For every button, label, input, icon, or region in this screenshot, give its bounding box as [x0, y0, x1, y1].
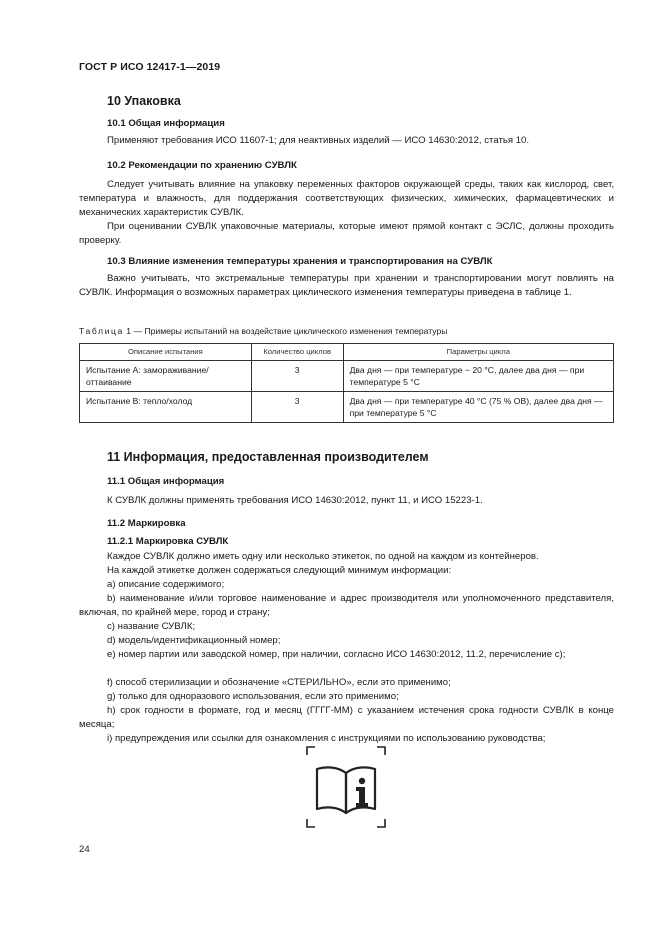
- list-item: d) модель/идентификационный номер;: [107, 635, 281, 646]
- list-item: e) номер партии или заводской номер, при наличии, согласно ИСО 14630:2012, 11.2, перечисление с);: [107, 649, 566, 660]
- list-item: a) описание содержимого;: [107, 579, 225, 590]
- section-10-title: 10 Упаковка: [107, 94, 181, 108]
- table-row: [80, 361, 614, 392]
- section-10-1-title: 10.1 Общая информация: [107, 118, 225, 129]
- section-10-3-title: 10.3 Влияние изменения температуры хранения и транспортирования на СУВЛК: [107, 256, 493, 267]
- section-11-2-1-title: 11.2.1 Маркировка СУВЛК: [107, 536, 229, 547]
- labeling-paragraph-1: Каждое СУВЛК должно иметь одну или несколько этикеток, по одной на каждом из контейнеров.: [107, 551, 539, 562]
- list-item: g) только для одноразового использования, если это применимо;: [107, 691, 399, 702]
- section-10-2-paragraph-2: При оценивании СУВЛК упаковочные материалы, которые имеют прямой контакт с ЭСЛС, должны проходить проверку.: [79, 221, 614, 246]
- section-10-1-text: Применяют требования ИСО 11607-1; для неактивных изделий — ИСО 14630:2012, статья 10.: [107, 135, 530, 146]
- table-row: [80, 392, 614, 423]
- table-cell: 3: [251, 392, 343, 423]
- table-cell: Испытание А: замораживание/оттаивание: [80, 361, 252, 392]
- list-item: i) предупреждения или ссылки для ознакомления с инструкциями по использованию руководства;: [107, 733, 546, 744]
- section-11-2-title: 11.2 Маркировка: [107, 518, 186, 529]
- table-header-row: [80, 344, 614, 361]
- section-10-2-paragraph-1: Следует учитывать влияние на упаковку переменных факторов окружающей среды, таких как кислород, свет, температура и влажность, для поддержания соответствующих физических, химических, фармацевтических и механических характеристик СУВЛК.: [79, 179, 614, 218]
- list-item: c) название СУВЛК;: [107, 621, 196, 632]
- section-11-title: 11 Информация, предоставленная производителем: [107, 450, 429, 464]
- table-caption-label: Таблица: [79, 326, 124, 336]
- labeling-paragraph-2: На каждой этикетке должен содержаться следующий минимум информации:: [107, 565, 452, 576]
- table-header-cell: Количество циклов: [251, 344, 343, 361]
- table-1-caption: [79, 326, 447, 336]
- table-1: [79, 343, 614, 423]
- list-item: h) срок годности в формате, год и месяц (ГГГГ-ММ) с указанием истечения срока годности СУВЛК в конце месяца;: [79, 705, 614, 730]
- table-cell: Два дня — при температуре 40 °C (75 % ОВ), далее два дня — при температуре 5 °C: [343, 392, 613, 423]
- section-11-1-text: К СУВЛК должны применять требования ИСО 14630:2012, пункт 11, и ИСО 15223-1.: [107, 495, 483, 506]
- consult-instructions-icon: [305, 745, 387, 829]
- document-id: ГОСТ Р ИСО 12417-1—2019: [79, 61, 221, 73]
- table-cell: Два дня — при температуре − 20 °C, далее два дня — при температуре 5 °C: [343, 361, 613, 392]
- page-number: 24: [79, 844, 90, 855]
- table-header-cell: Параметры цикла: [343, 344, 613, 361]
- table-caption-text: 1 — Примеры испытаний на воздействие циклического изменения температуры: [126, 326, 448, 336]
- section-10-3-paragraph-1: Важно учитывать, что экстремальные температуры при хранении и транспортировании могут повлиять на СУВЛК. Информация о возможных параметрах циклического изменения температуры приведена в таблице 1.: [79, 273, 614, 298]
- section-11-1-title: 11.1 Общая информация: [107, 476, 225, 487]
- list-item: f) способ стерилизации и обозначение «СТЕРИЛЬНО», если это применимо;: [107, 677, 451, 688]
- list-item: b) наименование и/или торговое наименование и адрес производителя или уполномоченного представителя, включая, по крайней мере, город и страну;: [79, 593, 614, 618]
- section-10-2-title: 10.2 Рекомендации по хранению СУВЛК: [107, 160, 297, 171]
- table-cell: Испытание В: тепло/холод: [80, 392, 252, 423]
- table-cell: 3: [251, 361, 343, 392]
- table-header-cell: Описание испытания: [80, 344, 252, 361]
